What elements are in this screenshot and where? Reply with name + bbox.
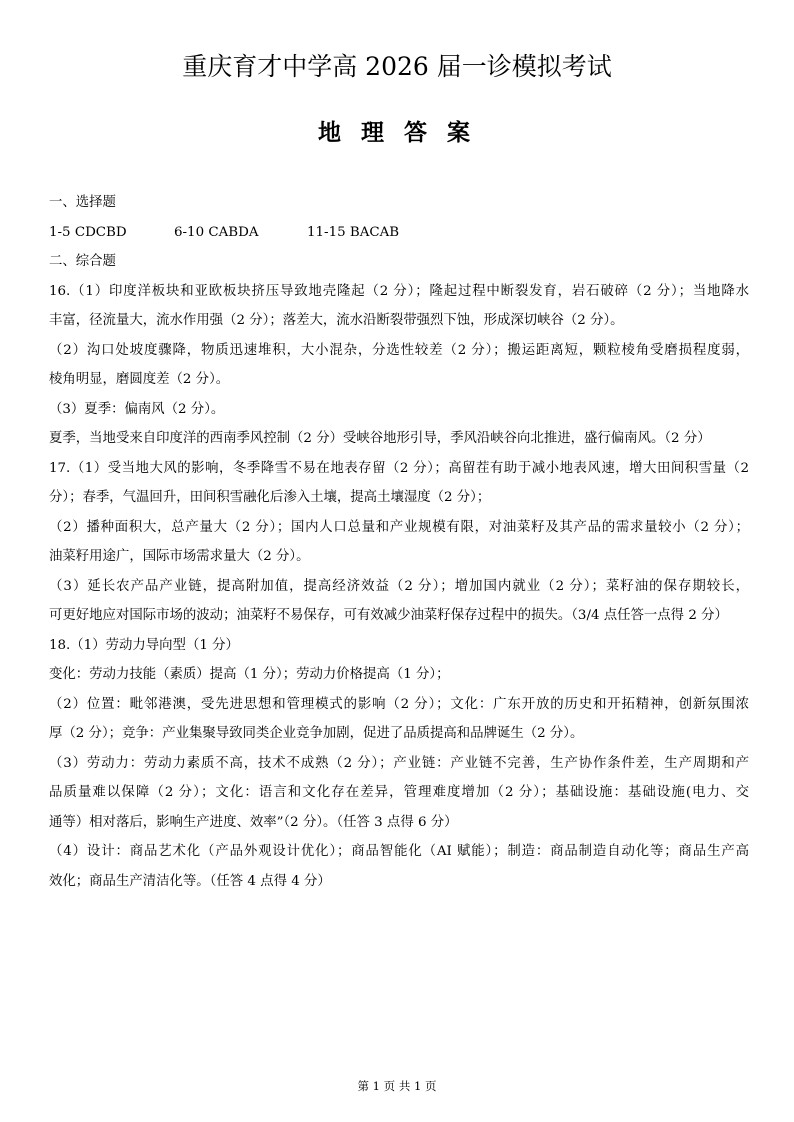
choice-answer-group: 6-10 CABDA — [174, 224, 259, 240]
answer-line: （2）沟口处坡度骤降，物质迅速堆积，大小混杂，分选性较差（2 分）；搬运距离短，颗粒棱角受磨损程度弱， — [49, 342, 749, 358]
answer-line: 品质量难以保障（2 分）；文化：语言和文化存在差异，管理难度增加（2 分）；基础设施：基础设施(电力、交 — [49, 785, 749, 800]
choice-answer-group: 11-15 BACAB — [307, 224, 400, 240]
answer-line: 效化；商品生产清洁化等。（任答 4 点得 4 分） — [49, 873, 331, 889]
answer-line: 18.（1）劳动力导向型（1 分） — [49, 637, 239, 653]
answer-line: （2）播种面积大，总产量大（2 分）；国内人口总量和产业规模有限，对油菜籽及其产品的需求量较小（2 分）； — [49, 519, 749, 535]
answer-line: 分）；春季，气温回升，田间积雪融化后渗入土壤，提高土壤湿度（2 分）； — [49, 490, 491, 505]
answer-key-title: 地 理 答 案 — [317, 119, 477, 146]
answer-content — [49, 188, 749, 896]
answer-line: （3）劳动力：劳动力素质不高，技术不成熟（2 分）；产业链：产业链不完善，生产协作条件差，生产周期和产 — [49, 755, 749, 771]
answer-line: 夏季，当地受来自印度洋的西南季风控制（2 分）受峡谷地形引导，季风沿峡谷向北推进，盛行偏南风。（2 分） — [49, 431, 711, 446]
answer-line: （4）设计：商品艺术化（产品外观设计优化）；商品智能化（AI 赋能）；制造：商品制造自动化等；商品生产高 — [49, 844, 749, 859]
section-heading-choice: 一、选择题 — [49, 195, 116, 210]
choice-answer-group: 1-5 CDCBD — [49, 224, 127, 240]
answer-line: 可更好地应对国际市场的波动；油菜籽不易保存，可有效减少油菜籽保存过程中的损失。（3/4 点任答一点得 2 分） — [49, 608, 728, 623]
answer-line: 变化：劳动力技能（素质）提高（1 分）；劳动力价格提高（1 分）； — [49, 667, 450, 682]
answer-line: 油菜籽用途广，国际市场需求量大（2 分）。 — [49, 549, 310, 564]
choice-answers-row — [49, 218, 749, 248]
answer-line: 17.（1）受当地大风的影响，冬季降雪不易在地表存留（2 分）；高留茬有助于减小地表风速，增大田间积雪量（2 — [49, 460, 749, 476]
answer-line: 丰富，径流量大，流水作用强（2 分）；落差大，流水沿断裂带强烈下蚀，形成深切峡谷（2 分）。 — [49, 313, 624, 328]
answer-line: （3）夏季：偏南风（2 分）。 — [49, 401, 225, 417]
answer-line: （3）延长农产品产业链，提高附加值，提高经济效益（2 分）；增加国内就业（2 分）；菜籽油的保存期较长， — [49, 578, 749, 594]
answer-line: 厚（2 分）；竞争：产业集聚导致同类企业竞争加剧，促进了品质提高和品牌诞生（2 分）。 — [49, 726, 584, 741]
section-heading-comprehensive: 二、综合题 — [49, 254, 116, 269]
answer-line: 棱角明显，磨圆度差（2 分）。 — [49, 372, 230, 387]
page-number: 第 1 页 共 1 页 — [357, 1079, 437, 1093]
exam-title: 重庆育才中学高 2026 届一诊模拟考试 — [182, 52, 612, 81]
answer-line: 16.（1）印度洋板块和亚欧板块挤压导致地壳隆起（2 分）；隆起过程中断裂发育，岩石破碎（2 分）；当地降水 — [49, 283, 749, 299]
answer-line: （2）位置：毗邻港澳，受先进思想和管理模式的影响（2 分）；文化：广东开放的历史和开拓精神，创新氛围浓 — [49, 696, 749, 712]
answer-line: 通等）相对落后，影响生产进度、效率”（2 分）。（任答 3 点得 6 分） — [49, 814, 458, 830]
